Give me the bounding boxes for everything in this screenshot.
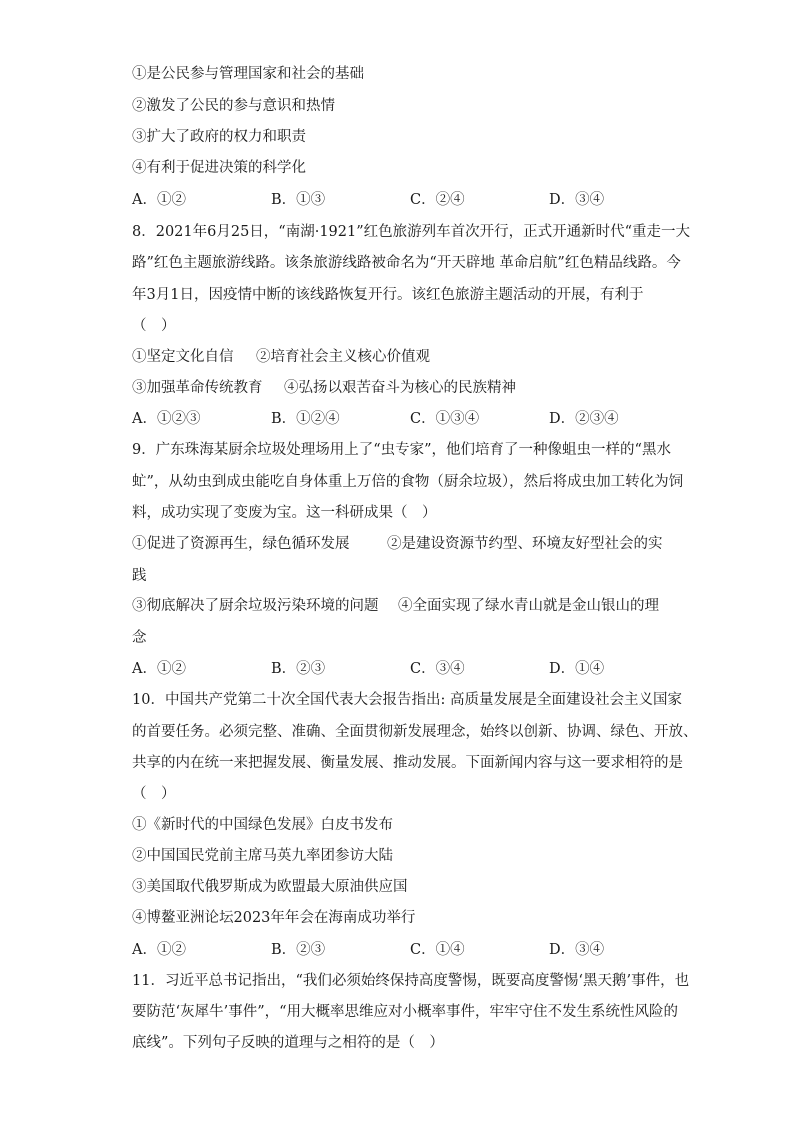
q9-option-a: A．①② (132, 661, 186, 677)
q7-item-3: ③扩大了政府的权力和职责 (132, 129, 306, 145)
q8-stem-line-2: 路”红色主题旅游线路。该条旅游线路被命名为“开天辟地 革命启航”红色精品线路。今 (132, 255, 681, 271)
q10-option-b: B．②③ (271, 942, 326, 958)
q10-stem-line-4: （ ） (132, 786, 176, 802)
q10-options (132, 940, 692, 960)
q7-options (132, 190, 692, 210)
q9-item-3: ③彻底解决了厨余垃圾污染环境的问题 (132, 598, 379, 614)
q8-item-4: ④弘扬以艰苦奋斗为核心的民族精神 (284, 380, 516, 396)
q10-option-d: D．③④ (549, 942, 605, 958)
q9-stem-line-2: 虻”，从幼虫到成虫能吃自身体重上万倍的食物（厨余垃圾），然后将成虫加工转化为饲 (132, 474, 684, 490)
q9-item-2: ②是建设资源节约型、环境友好型社会的实 (387, 536, 663, 552)
q8-stem-line-1: 8．2021年6月25日，“南湖·1921”红色旅游列车首次开行，正式开通新时代“重走一大 (132, 224, 691, 240)
q8-item-3: ③加强革命传统教育 (132, 380, 263, 396)
q7-option-a: A．①② (132, 192, 186, 208)
q10-option-c: C．①④ (410, 942, 465, 958)
q7-item-4: ④有利于促进决策的科学化 (132, 160, 306, 176)
q9-stem-line-3: 料，成功实现了变废为宝。这一科研成果（ ） (132, 505, 437, 521)
q8-options (132, 409, 692, 429)
q9-option-d: D．①④ (549, 661, 605, 677)
q8-item-2: ②培育社会主义核心价值观 (256, 349, 430, 365)
q10-item-3: ③美国取代俄罗斯成为欧盟最大原油供应国 (132, 879, 408, 895)
q10-item-4: ④博鳌亚洲论坛2023年年会在海南成功举行 (132, 910, 416, 926)
q8-option-a: A．①②③ (132, 411, 201, 427)
q10-item-2: ②中国国民党前主席马英九率团参访大陆 (132, 848, 393, 864)
q8-item-1: ①坚定文化自信 (132, 349, 234, 365)
q10-stem-line-3: 共享的内在统一来把握发展、衡量发展、推动发展。下面新闻内容与这一要求相符的是 (132, 755, 683, 771)
q7-option-b: B．①③ (271, 192, 326, 208)
q8-option-b: B．①②④ (271, 411, 340, 427)
q11-stem-line-1: 11．习近平总书记指出，“我们必须始终保持高度警惕，既要高度警惕‘黑天鹅’事件，也 (132, 973, 690, 989)
q9-item-4-cont: 念 (132, 630, 147, 646)
q9-options (132, 659, 692, 679)
q9-option-c: C．③④ (410, 661, 465, 677)
q10-stem-line-1: 10．中国共产党第二十次全国代表大会报告指出: 高质量发展是全面建设社会主义国家 (132, 692, 682, 708)
q11-stem-line-2: 要防范‘灰犀牛’事件”，“用大概率思维应对小概率事件，牢牢守住不发生系统性风险的 (132, 1004, 679, 1020)
q7-item-2: ②激发了公民的参与意识和热情 (132, 98, 335, 114)
q7-item-1: ①是公民参与管理国家和社会的基础 (132, 66, 364, 82)
q8-option-c: C．①③④ (410, 411, 480, 427)
q9-item-1: ①促进了资源再生，绿色循环发展 (132, 536, 350, 552)
q9-stem-line-1: 9．广东珠海某厨余垃圾处理场用上了“虫专家”，他们培育了一种像蛆虫一样的“黑水 (132, 442, 671, 458)
q8-option-d: D．②③④ (549, 411, 619, 427)
q7-option-c: C．②④ (410, 192, 465, 208)
q10-item-1: ①《新时代的中国绿色发展》白皮书发布 (132, 817, 393, 833)
q10-option-a: A．①② (132, 942, 186, 958)
q10-stem-line-2: 的首要任务。必须完整、准确、全面贯彻新发展理念，始终以创新、协调、绿色、开放、 (132, 724, 698, 740)
q11-stem-line-3: 底线”。下列句子反映的道理与之相符的是（ ） (132, 1035, 444, 1051)
q8-stem-line-4: （ ） (132, 318, 176, 334)
q7-option-d: D．③④ (549, 192, 605, 208)
q9-option-b: B．②③ (271, 661, 326, 677)
q9-item-2-cont: 践 (132, 568, 147, 584)
q9-item-4: ④全面实现了绿水青山就是金山银山的理 (398, 598, 659, 614)
q8-stem-line-3: 年3月1日，因疫情中断的该线路恢复开行。该红色旅游主题活动的开展，有利于 (132, 287, 644, 303)
